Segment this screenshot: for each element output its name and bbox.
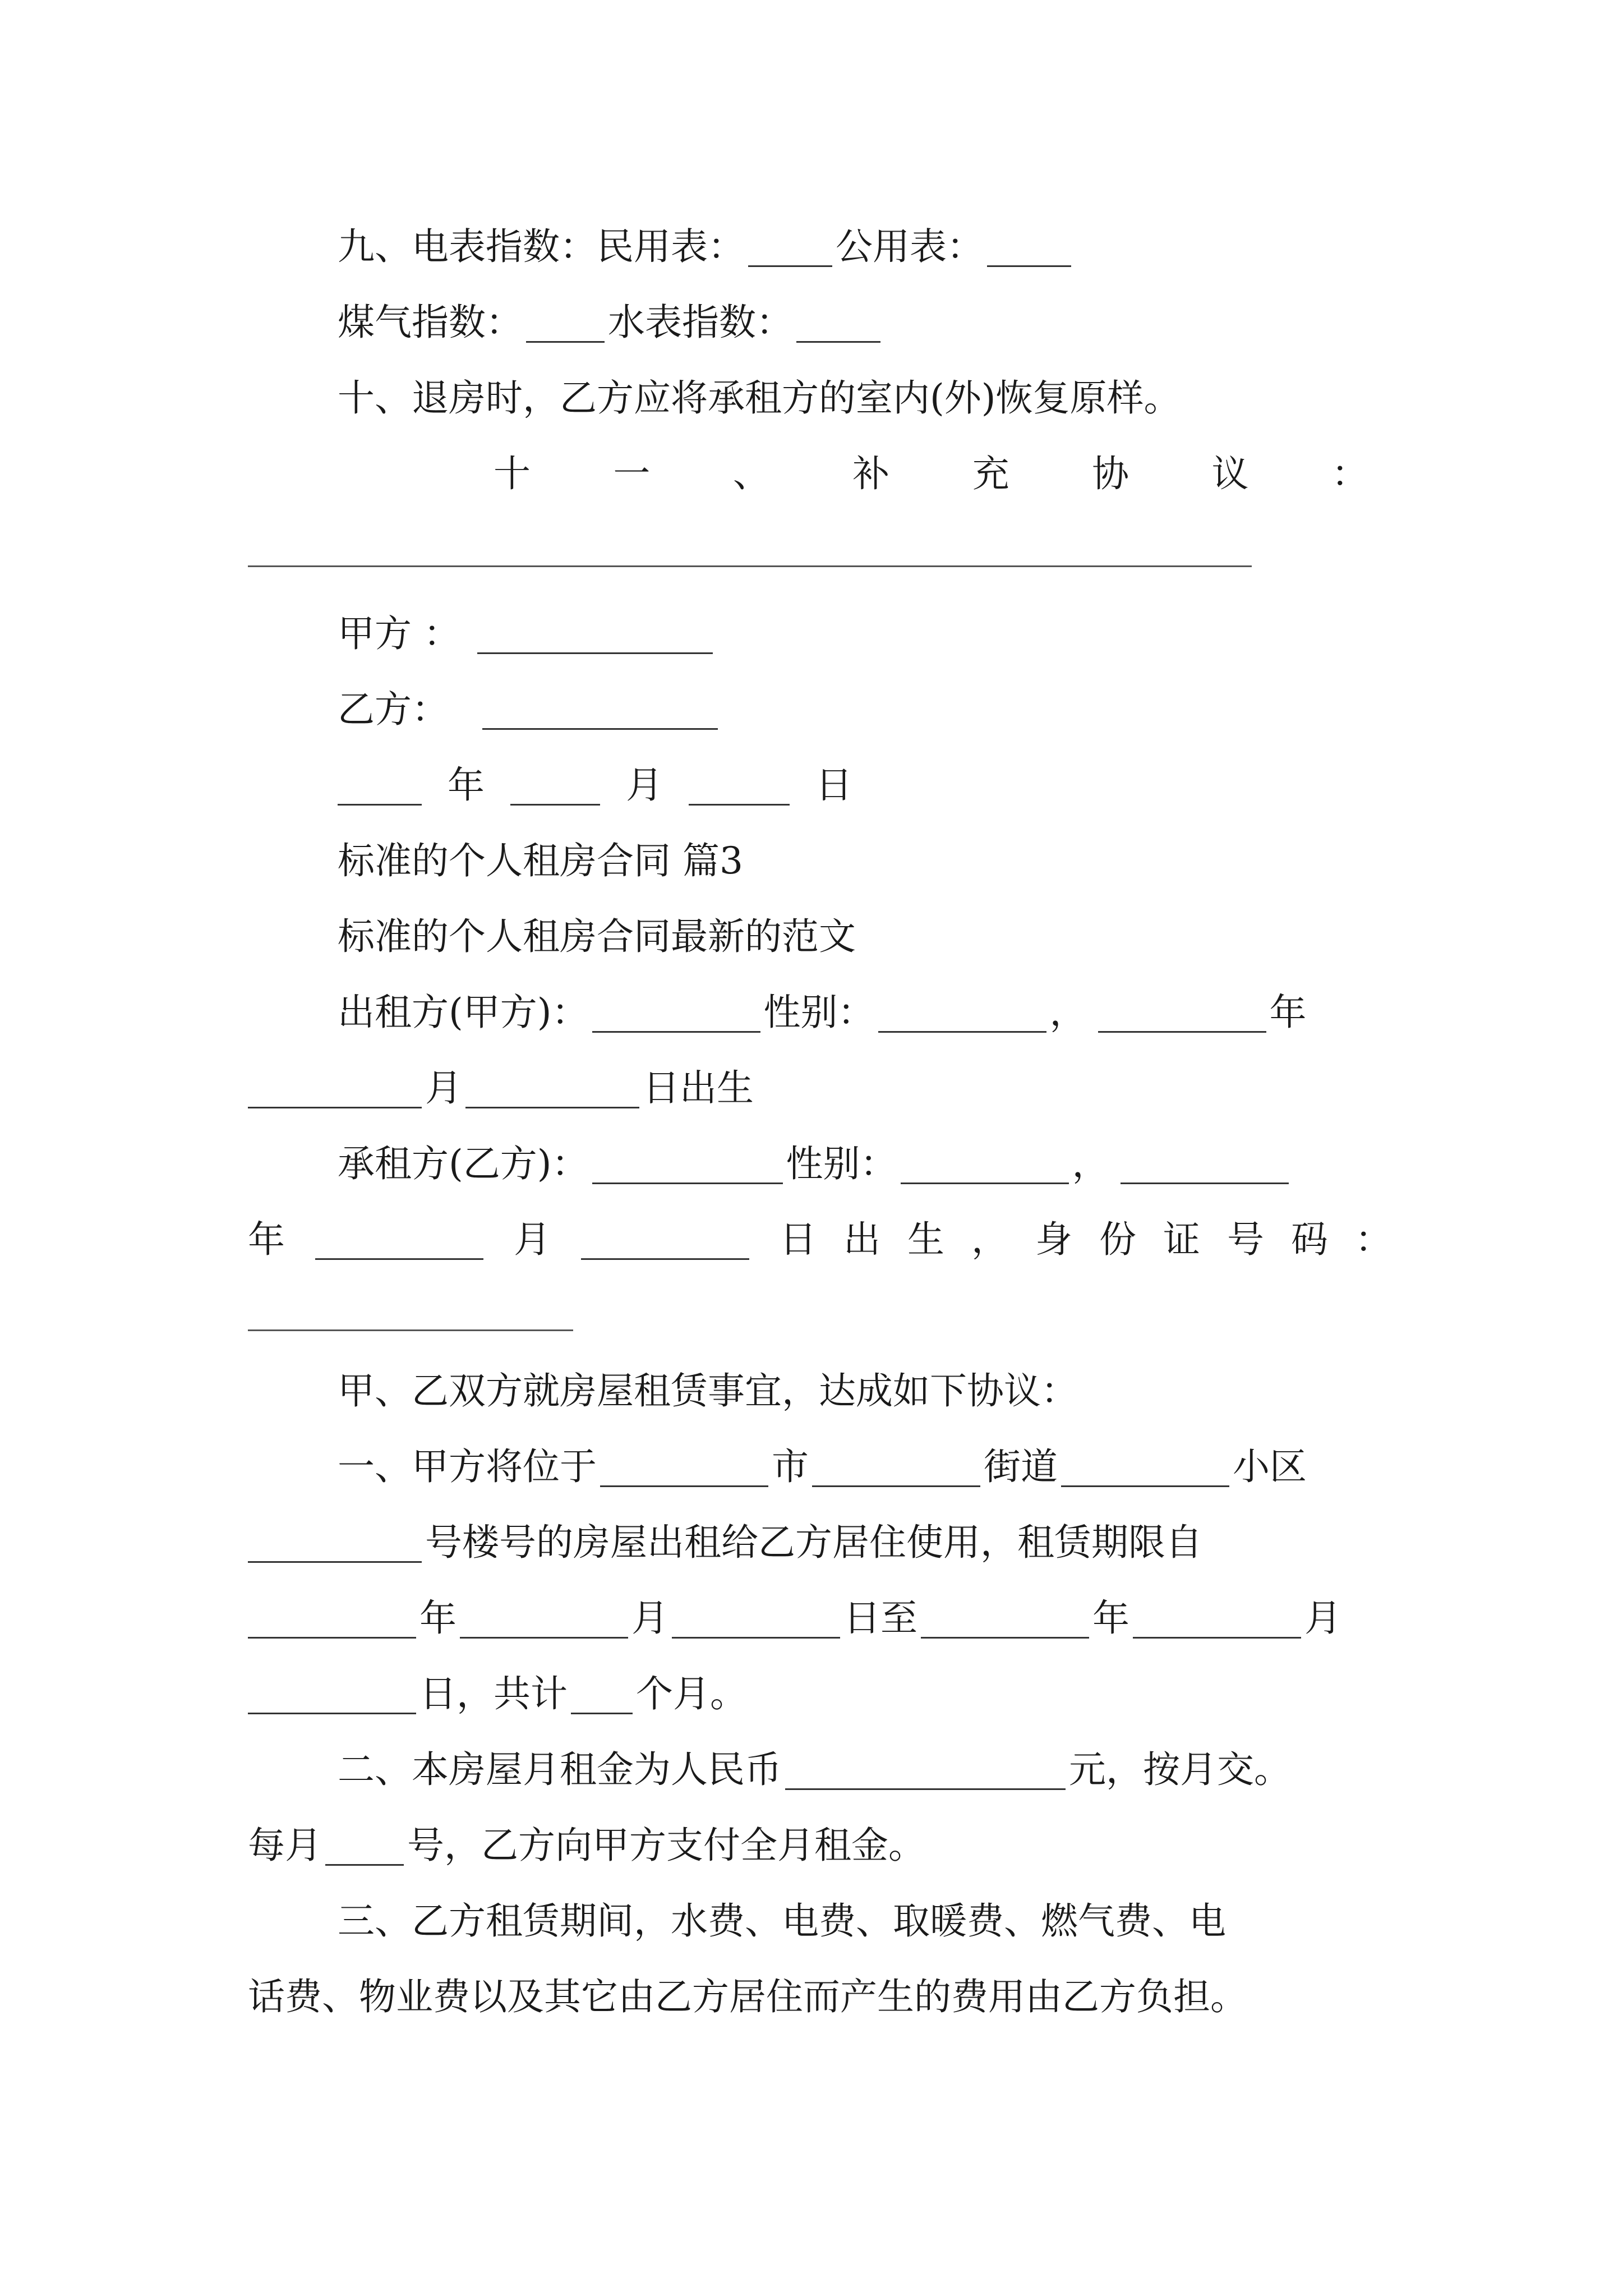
blank-field	[248, 1523, 422, 1563]
text: 月	[631, 1596, 668, 1640]
text: 年	[1092, 1596, 1129, 1640]
text: 号，乙方向甲方支付全月租金。	[407, 1824, 925, 1867]
text-char: 证	[1163, 1218, 1200, 1261]
text: 一、甲方将位于	[338, 1445, 597, 1488]
blank-field	[338, 766, 422, 806]
clause-one-building	[248, 1512, 1392, 1573]
blank-rule	[248, 1329, 573, 1331]
heading-char: 一	[613, 452, 651, 495]
blank-field	[315, 1220, 483, 1260]
clause-two-rent	[248, 1739, 1392, 1801]
text: 公用表：	[836, 225, 984, 268]
blank-field	[1133, 1599, 1301, 1639]
blank-rule	[248, 565, 1252, 567]
party-a-signature	[248, 603, 1392, 665]
text: 性别：	[786, 1142, 897, 1185]
text: 元，按月交。	[1069, 1748, 1291, 1791]
text: 市	[772, 1445, 809, 1488]
text: 号楼号的房屋出租给乙方居住使用，租赁期限自	[425, 1521, 1202, 1564]
blank-field	[987, 227, 1071, 267]
blank-field	[689, 766, 790, 806]
text: 年	[419, 1596, 457, 1640]
text: 每月	[248, 1824, 322, 1867]
lessor-birth	[248, 1057, 1392, 1119]
clause-ten	[248, 367, 1392, 429]
text-char: ，	[971, 1218, 1008, 1261]
text: 三、乙方租赁期间，水费、电费、取暖费、燃气费、电	[338, 1899, 1226, 1943]
text: 标准的个人租房合同 篇3	[338, 839, 743, 882]
blank-field	[748, 227, 832, 267]
blank-field	[600, 1447, 768, 1487]
blank-field	[571, 1674, 633, 1714]
contract-title	[248, 906, 1392, 968]
clause-one-duration	[248, 1663, 1392, 1725]
heading-char: 充	[972, 452, 1009, 495]
heading-char: 十	[494, 452, 531, 495]
text-char: 身	[1035, 1218, 1072, 1261]
clause-three	[248, 1890, 1392, 1952]
clause-three-continued	[248, 1966, 1392, 2028]
lessee-birth-id	[248, 1209, 1392, 1271]
party-b-signature	[248, 679, 1392, 740]
signing-date	[248, 754, 1392, 816]
blank-field	[1121, 1144, 1289, 1184]
blank-field	[812, 1447, 980, 1487]
text: 煤气指数：	[338, 301, 523, 344]
blank-field	[592, 1144, 783, 1184]
blank-field	[1061, 1447, 1229, 1487]
text: 水表指数：	[608, 301, 793, 344]
meter-readings-electric	[248, 216, 1392, 278]
text: 甲、乙双方就房屋租赁事宜，达成如下协议：	[338, 1369, 1078, 1412]
section-title	[248, 830, 1392, 892]
lessor-info	[248, 982, 1392, 1043]
text: 日，共计	[419, 1672, 568, 1715]
text-char: 份	[1099, 1218, 1136, 1261]
text: 月	[1304, 1596, 1341, 1640]
text-char: 生	[907, 1218, 944, 1261]
text: 日	[815, 763, 852, 807]
blank-field	[672, 1599, 840, 1639]
text-char: 日	[780, 1218, 817, 1261]
agreement-intro	[248, 1360, 1392, 1422]
text: 性别：	[763, 991, 875, 1034]
blank-field	[901, 1144, 1069, 1184]
text: 月	[425, 1066, 462, 1110]
text-char: 码	[1291, 1218, 1328, 1261]
blank-field	[581, 1220, 749, 1260]
clause-two-payment-day	[248, 1815, 1392, 1876]
heading-char: 议	[1211, 452, 1249, 495]
text: 小区	[1233, 1445, 1307, 1488]
text: 日至	[843, 1596, 917, 1640]
text: 个月。	[636, 1672, 747, 1715]
blank-field	[592, 993, 760, 1033]
blank-field	[510, 766, 600, 806]
text-char: 年	[248, 1218, 285, 1261]
blank-field	[248, 1674, 416, 1714]
lessee-info	[248, 1133, 1392, 1195]
text: ，	[1049, 991, 1087, 1034]
text: 街道	[984, 1445, 1058, 1488]
blank-field	[1098, 993, 1266, 1033]
text-char: 月	[514, 1218, 551, 1261]
text: 年	[1269, 991, 1307, 1034]
blank-field	[248, 1069, 422, 1108]
text: 话费、物业费以及其它由乙方居住而产生的费用由乙方负担。	[248, 1975, 1247, 2018]
blank-field	[796, 303, 880, 343]
blank-field	[325, 1826, 404, 1866]
text-char: 号	[1227, 1218, 1264, 1261]
blank-field	[785, 1750, 1066, 1790]
text: ，	[1072, 1142, 1109, 1185]
meter-readings-gas-water	[248, 292, 1392, 353]
heading-char: ：	[1331, 452, 1368, 495]
text: 标准的个人租房合同最新的范文	[338, 915, 856, 958]
text: 九、电表指数：民用表：	[338, 225, 745, 268]
blank-field	[465, 1069, 639, 1108]
text: 二、本房屋月租金为人民币	[338, 1748, 782, 1791]
heading-char: 协	[1092, 452, 1129, 495]
supplement-agreement-heading	[494, 443, 1368, 505]
text: 出租方(甲方)：	[338, 991, 589, 1034]
clause-one-period	[248, 1588, 1392, 1649]
blank-field	[526, 303, 605, 343]
text: 十、退房时，乙方应将承租方的室内(外)恢复原样。	[338, 376, 1181, 420]
text: 承租方(乙方)：	[338, 1142, 589, 1185]
blank-field	[460, 1599, 628, 1639]
blank-field	[921, 1599, 1089, 1639]
text-char: ：	[1355, 1218, 1392, 1261]
clause-one-location	[248, 1436, 1392, 1498]
heading-char: 、	[732, 452, 770, 495]
text: 年	[448, 763, 485, 807]
text-char: 出	[843, 1218, 880, 1261]
text: 日出生	[643, 1066, 754, 1110]
text: 甲方 ：	[338, 612, 460, 655]
text: 月	[626, 763, 663, 807]
blank-field	[878, 993, 1046, 1033]
blank-field	[477, 614, 713, 654]
text: 乙方：	[338, 688, 449, 731]
heading-char: 补	[852, 452, 890, 495]
blank-field	[482, 690, 718, 730]
blank-field	[248, 1599, 416, 1639]
